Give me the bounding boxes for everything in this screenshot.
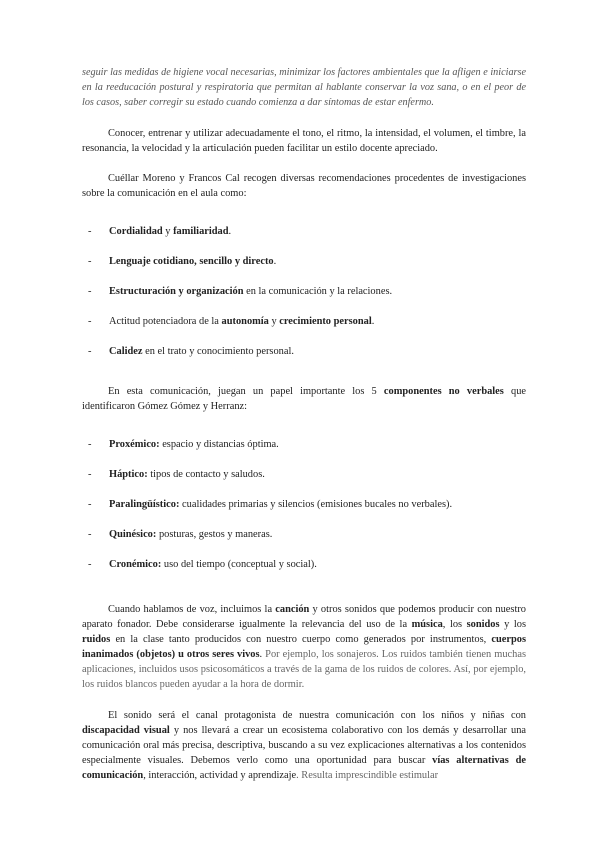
- nonverbal-intro-paragraph: [82, 384, 526, 414]
- bold-term: Lenguaje cotidiano, sencillo y directo: [109, 256, 274, 268]
- item-text: .: [273, 256, 277, 268]
- bold-term: Quinésico:: [109, 529, 157, 541]
- document-page: [82, 66, 526, 783]
- paragraph-text: y los: [499, 619, 526, 631]
- item-text: tipos de contacto y saludos.: [147, 469, 265, 481]
- list-item: [82, 224, 526, 239]
- bold-term: canción: [275, 604, 310, 616]
- list-item: [82, 557, 526, 572]
- list-item: [82, 497, 526, 512]
- paragraph-text: y otros sonidos que podemos producir con nuestro aparato fonador. Debe considerarse igualmente la relevancia del uso de la: [82, 604, 527, 631]
- item-text: .: [371, 316, 375, 328]
- dash-marker: -: [88, 469, 92, 481]
- paragraph-text: , los: [442, 619, 467, 631]
- dash-marker: -: [88, 286, 92, 298]
- highlighted-text: . Resulta imprescindible estimular: [296, 770, 439, 782]
- paragraph-text: El sonido será el canal protagonista de nuestra comunicación con los niños y niñas con: [108, 710, 526, 722]
- item-text: en el trato y conocimiento personal.: [142, 346, 294, 358]
- bold-term: Cronémico:: [109, 559, 162, 571]
- item-text: cualidades primarias y silencios (emisiones bucales no verbales).: [179, 499, 453, 511]
- list-item: [82, 437, 526, 452]
- paragraph-text: y nos llevará a crear un ecosistema colaborativo con los demás y desarrollar una comunicación oral más precisa, descriptiva, buscando a su vez explicaciones alternativas a los contenidos especialmente visuales. Debemos verlo como una oportunidad para buscar: [82, 725, 527, 767]
- bold-term: Háptico:: [109, 469, 148, 481]
- bold-term: vías alternativas de comunicación: [82, 755, 526, 782]
- paragraph-text: .: [259, 649, 263, 661]
- item-text: en la comunicación y la relaciones.: [243, 286, 393, 298]
- paragraph-text: en la clase tanto producidos con nuestro cuerpo como generados por instrumentos,: [110, 634, 492, 646]
- list-item: [82, 467, 526, 482]
- dash-marker: -: [88, 346, 92, 358]
- list-item: [82, 344, 526, 359]
- nonverbal-components-list: [82, 437, 526, 572]
- recommendations-list: [82, 224, 526, 359]
- list-item: [82, 527, 526, 542]
- paragraph-text: que identificaron Gómez Gómez y Herranz:: [82, 386, 527, 413]
- dash-marker: -: [88, 226, 92, 238]
- bold-term: Paralingüístico:: [109, 499, 180, 511]
- item-text: Actitud potenciadora de la: [109, 316, 222, 328]
- dash-marker: -: [88, 316, 92, 328]
- item-text: uso del tiempo (conceptual y social).: [161, 559, 317, 571]
- highlighted-text: Por ejemplo, los sonajeros. Los ruidos también tienen muchas aplicaciones, incluidos usos psicosomáticos a través de la gama de los ruidos de colores. Así, por ejemplo, los ruidos blancos pueden ayudar a la hora de dormir.: [82, 649, 526, 691]
- dash-marker: -: [88, 499, 92, 511]
- bold-term: Cordialidad: [109, 226, 163, 238]
- dash-marker: -: [88, 559, 92, 571]
- bold-term: ruidos: [82, 634, 111, 646]
- bold-term: discapacidad visual: [82, 725, 170, 737]
- bold-term: música: [411, 619, 443, 631]
- voice-qualities-paragraph: Conocer, entrenar y utilizar adecuadamente el tono, el ritmo, la intensidad, el volumen, el timbre, la resonancia, la velocidad y la articulación pueden facilitar un estilo docente apreciado.: [82, 128, 526, 155]
- bold-term: familiaridad: [173, 226, 229, 238]
- paragraph-text: Cuando hablamos de voz, incluimos la: [108, 604, 276, 616]
- paragraph-text: En esta comunicación, juegan un papel importante los 5: [108, 386, 384, 398]
- list-item: [82, 314, 526, 329]
- bold-term: Calidez: [109, 346, 143, 358]
- list-item: [82, 284, 526, 299]
- item-text: .: [228, 226, 232, 238]
- paragraph-text: , interacción, actividad y aprendizaje: [143, 770, 297, 782]
- recommendations-intro-paragraph: Cuéllar Moreno y Francos Cal recogen diversas recomendaciones procedentes de investigaciones sobre la comunicación en el aula como:: [82, 173, 526, 200]
- item-text: y: [268, 316, 280, 328]
- italic-quote-paragraph: seguir las medidas de higiene vocal necesarias, minimizar los factores ambientales que la afligen e iniciarse en la reeducación postural y respiratoria que permitan al hablante conservar la voz sana, o en el peor de los casos, saber corregir su estado cuando comienza a dar síntomas de estar enfermo.: [82, 67, 526, 108]
- bold-term: Proxémico:: [109, 439, 160, 451]
- voice-sounds-paragraph: [82, 602, 526, 692]
- dash-marker: -: [88, 256, 92, 268]
- list-item: [82, 254, 526, 269]
- sound-channel-paragraph: [82, 708, 526, 783]
- bold-term: Estructuración y organización: [109, 286, 244, 298]
- dash-marker: -: [88, 439, 92, 451]
- bold-term: sonidos: [466, 619, 500, 631]
- item-text: espacio y distancias óptima.: [159, 439, 279, 451]
- dash-marker: -: [88, 529, 92, 541]
- item-text: posturas, gestos y maneras.: [156, 529, 273, 541]
- bold-term: crecimiento personal: [279, 316, 372, 328]
- bold-term: componentes no verbales: [383, 386, 504, 398]
- bold-term: autonomía: [221, 316, 269, 328]
- bold-term: cuerpos inanimados (objetos) u otros seres vivos: [82, 634, 526, 661]
- item-text: y: [162, 226, 174, 238]
